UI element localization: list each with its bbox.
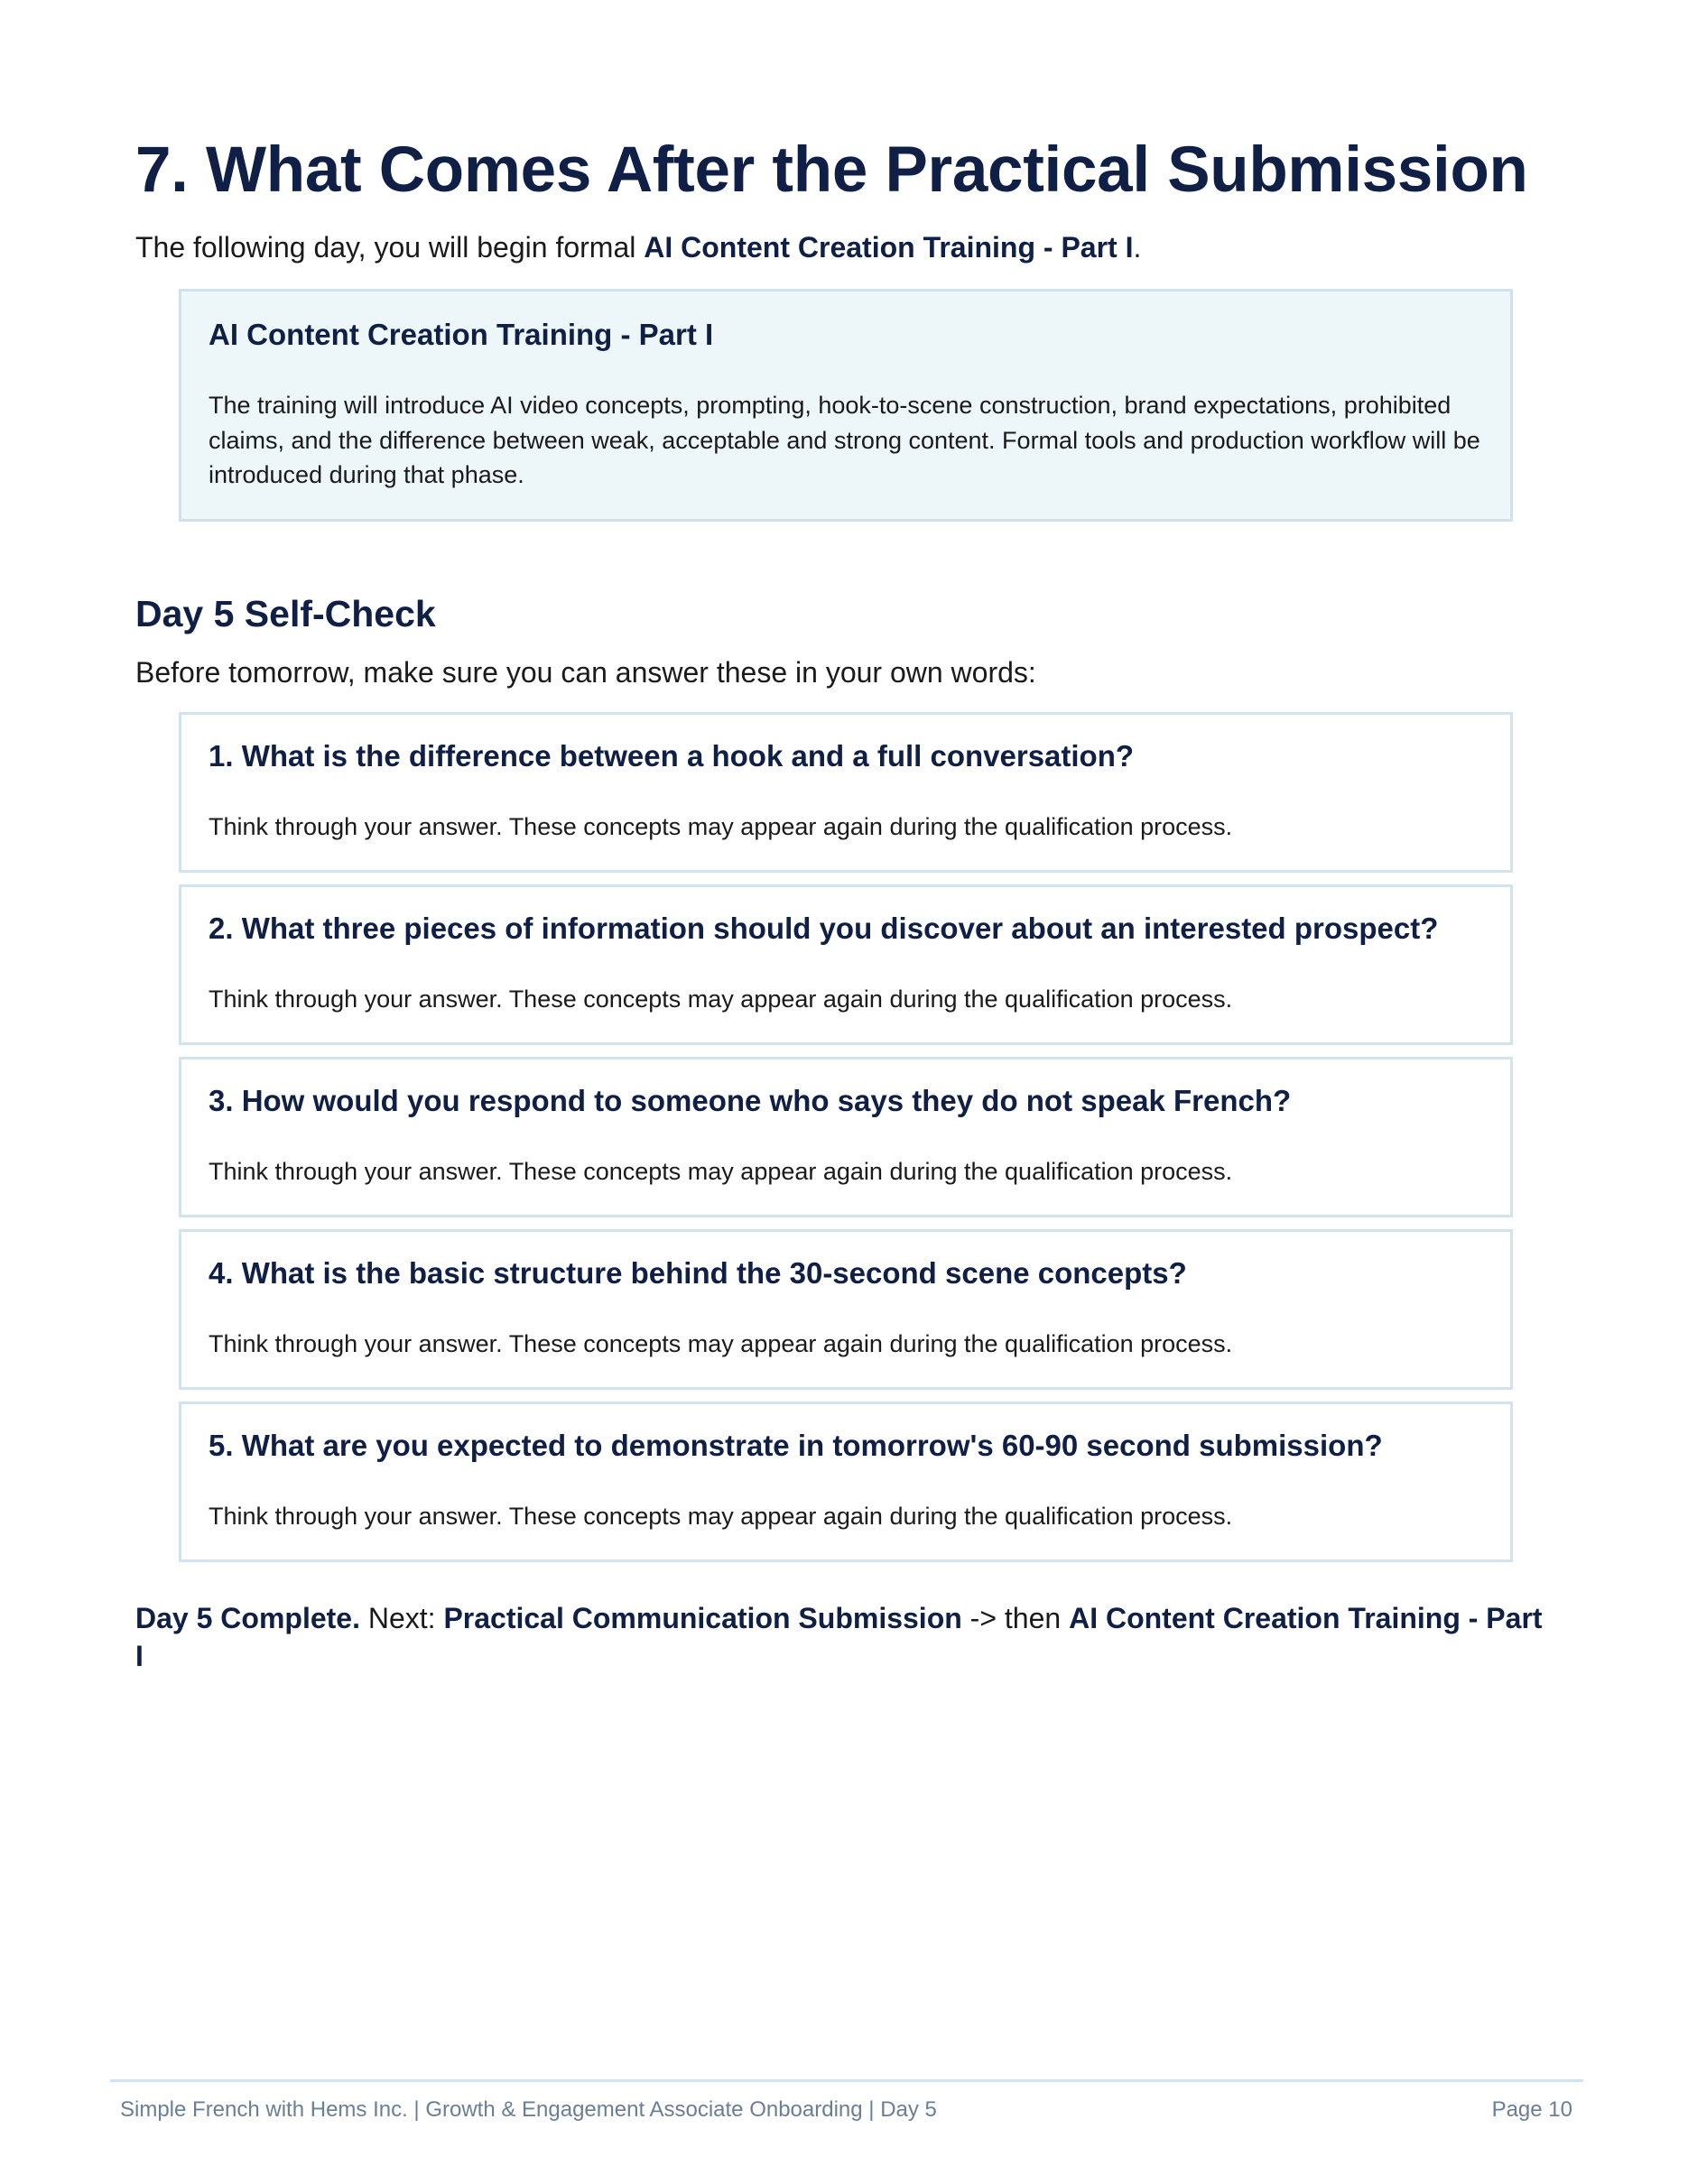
completion-next-text: Next: — [359, 1602, 444, 1635]
completion-day-label: Day 5 Complete. — [135, 1602, 360, 1635]
question-list — [179, 712, 1513, 1562]
footer-document-info: Simple French with Hems Inc. | Growth & Engagement Associate Onboarding | Day 5 — [120, 2097, 937, 2122]
question-note: Think through your answer. These concepts may appear again during the qualification process. — [209, 812, 1233, 840]
section-title: 7. What Comes After the Practical Submission — [135, 134, 1528, 206]
completion-following-step: AI Content Creation Training - Part I — [135, 1602, 1543, 1672]
question-card — [179, 712, 1513, 873]
question-note: Think through your answer. These concepts may appear again during the qualification process. — [209, 1329, 1233, 1357]
question-note: Think through your answer. These concepts may appear again during the qualification process. — [209, 1157, 1233, 1185]
question-note: Think through your answer. These concepts may appear again during the qualification process. — [209, 985, 1233, 1013]
section-intro — [135, 229, 1544, 267]
intro-bold: AI Content Creation Training - Part I — [644, 231, 1134, 264]
question-title: 3. How would you respond to someone who says they do not speak French? — [209, 1084, 1292, 1118]
question-card — [179, 1402, 1513, 1562]
intro-prefix: The following day, you will begin formal — [135, 231, 645, 264]
document-page — [135, 135, 1544, 1675]
question-note: Think through your answer. These concepts may appear again during the qualification process. — [209, 1502, 1233, 1530]
training-callout — [179, 289, 1513, 523]
callout-body: The training will introduce AI video concepts, prompting, hook-to-scene construction, brand expectations, prohibited claims, and the difference between weak, acceptable and strong content. Formal tools and production workflow will be introduced during that phase. — [209, 392, 1480, 488]
question-card — [179, 1229, 1513, 1390]
completion-then-text: -> then — [961, 1602, 1070, 1635]
question-title: 2. What three pieces of information should you discover about an interested prospect? — [209, 912, 1439, 946]
question-title: 5. What are you expected to demonstrate in tomorrow's 60-90 second submission? — [209, 1429, 1383, 1463]
question-title: 4. What is the basic structure behind the 30-second scene concepts? — [209, 1256, 1187, 1291]
question-card — [179, 1057, 1513, 1217]
completion-line — [135, 1600, 1544, 1675]
footer-page-number: Page 10 — [1491, 2097, 1572, 2122]
completion-next-step: Practical Communication Submission — [443, 1602, 962, 1635]
question-card — [179, 884, 1513, 1045]
question-title: 1. What is the difference between a hook and a full conversation? — [209, 739, 1135, 773]
self-check-intro: Before tomorrow, make sure you can answer these in your own words: — [135, 656, 1036, 689]
intro-suffix: . — [1133, 231, 1142, 264]
footer-divider — [110, 2079, 1583, 2082]
self-check-title: Day 5 Self-Check — [135, 593, 436, 635]
callout-title: AI Content Creation Training - Part I — [209, 317, 714, 351]
